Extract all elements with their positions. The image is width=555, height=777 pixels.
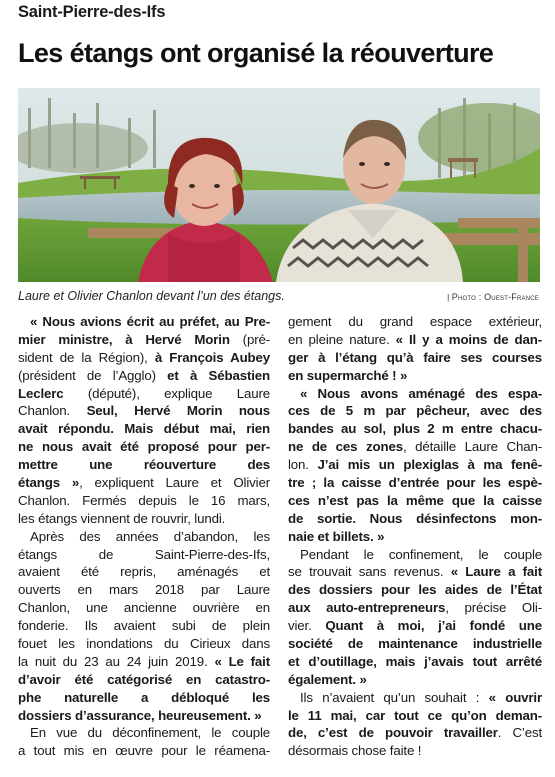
text-run: , expliquent Laure et Olivier	[79, 475, 270, 491]
text-line	[18, 349, 270, 367]
article-column-right	[288, 313, 542, 760]
text-line: et d’outillage, mais j’avais tout arrêté	[288, 653, 542, 669]
text-run: Seul, Hervé Morin nous	[86, 403, 270, 419]
text-run: et à Sébastien	[167, 367, 270, 383]
text-line	[18, 653, 270, 671]
text-line	[288, 438, 542, 456]
text-run: (député), explique Laure	[63, 385, 270, 401]
text-run: mier ministre, à Hervé Morin	[18, 331, 230, 347]
text-run: (président de l’Agglo)	[18, 367, 168, 383]
text-line: ces n’est pas la même que la caisse	[288, 492, 542, 508]
text-run: « Le fait	[214, 653, 270, 669]
text-run: , précise Oli-	[445, 600, 542, 616]
photo-caption: Laure et Olivier Chanlon devant l’un des étangs.	[18, 289, 285, 303]
text-run: vier.	[288, 618, 326, 634]
text-run: ne de ces zones	[288, 439, 403, 455]
article-column-left	[18, 313, 270, 760]
text-line: Chanlon, une ancienne ouvrière en	[18, 600, 270, 616]
text-line: fouet les inondations du Cirieux dans	[18, 636, 270, 652]
text-line	[18, 367, 270, 385]
text-line: étangs de Saint-Pierre-des-Ifs,	[18, 546, 270, 562]
text-line: phe naturelle a débloqué les	[18, 689, 270, 705]
text-run: lon.	[288, 457, 318, 473]
text-line	[288, 456, 542, 474]
text-line: gement du grand espace extérieur,	[288, 314, 542, 329]
text-line	[288, 617, 542, 635]
text-line: d’avoir été catégorisé en catastro-	[18, 671, 270, 687]
text-line: ouverts en mars 2018 par Laure	[18, 582, 270, 598]
text-line: ger à l’étang qu’à faire ses courses	[288, 349, 542, 365]
text-line: naie et billets. »	[288, 528, 385, 544]
text-line	[288, 599, 542, 617]
text-line: également. »	[288, 671, 367, 687]
text-line: ces de 5 m par pêcheur, avec des	[288, 403, 542, 419]
text-line: société de maintenance industrielle	[288, 636, 542, 652]
photo-credit: | Photo : Ouest-France	[447, 292, 539, 302]
text-line: En vue du déconfinement, le couple	[30, 725, 270, 741]
text-line: avait répondu. Mais début mai, rien	[18, 421, 270, 437]
text-run: Chanlon.	[18, 403, 87, 419]
text-line	[18, 402, 270, 420]
text-line	[288, 724, 542, 742]
text-line	[18, 331, 270, 349]
text-line	[18, 385, 270, 403]
text-run: la nuit du 23 au 24 juin 2019.	[18, 653, 215, 669]
text-line	[288, 563, 542, 581]
text-run: étangs »	[18, 475, 80, 491]
text-line: le 11 mai, car tout ce qu’on deman-	[288, 707, 542, 723]
text-line	[288, 331, 542, 349]
text-run: Leclerc	[18, 385, 64, 401]
article-headline: Les étangs ont organisé la réouverture	[18, 38, 494, 68]
text-line: fonderie. Ils avaient subi de plein	[18, 618, 270, 634]
text-line: de sortie. Nous désinfectons mon-	[288, 510, 542, 526]
text-line: Après des années d’abandon, les	[30, 528, 270, 544]
text-run: à François Aubey	[154, 349, 270, 365]
text-line: les étangs viennent de rouvrir, lundi.	[18, 510, 226, 526]
text-line: « Nous avions écrit au préfet, au Pre-	[30, 314, 270, 329]
text-run: J’ai mis un plexiglas à ma fenê-	[317, 457, 542, 473]
article-photo	[18, 88, 540, 282]
article-kicker: Saint-Pierre-des-Ifs	[18, 3, 166, 21]
text-line: Pendant le confinement, le couple	[300, 546, 542, 562]
text-line: ne nous avait été proposé pour per-	[18, 439, 270, 455]
text-line: « Nous avons aménagé des espa-	[300, 385, 542, 401]
text-run: en pleine nature.	[288, 331, 396, 347]
text-line	[18, 474, 270, 492]
text-line	[288, 689, 542, 707]
text-line: bandes au sol, plus 2 m entre chacu-	[288, 421, 542, 437]
text-run: « ouvrir	[488, 689, 542, 705]
text-run: , détaille Laure Chan-	[402, 439, 542, 455]
text-line: a tout mis en œuvre pour le réamena-	[18, 743, 270, 759]
text-run: (pré-	[229, 331, 270, 347]
text-line: mettre une réouverture des	[18, 457, 270, 473]
text-line: des dossiers pour les aides de l’État	[288, 582, 542, 598]
text-run: . C’est	[497, 725, 542, 741]
text-run: Ils n’avaient qu’un souhait :	[300, 689, 489, 705]
text-run: « Il y a moins de dan-	[395, 331, 542, 347]
text-line: dossiers d’assurance, heureusement. »	[18, 707, 262, 723]
text-line: désormais chose faite !	[288, 743, 422, 759]
text-line: avaient été repris, aménagés et	[18, 564, 270, 580]
text-run: sident de la Région),	[18, 349, 155, 365]
text-run: se trouvait sans revenus.	[288, 564, 451, 580]
text-line: Chanlon. Fermés depuis le 16 mars,	[18, 492, 270, 508]
text-run: « Laure a fait	[450, 564, 542, 580]
text-run: aux auto-entrepreneurs	[288, 600, 446, 616]
text-line: en supermarché ! »	[288, 367, 408, 383]
text-line: tre ; la caisse d’entrée pour les espè-	[288, 475, 542, 491]
text-run: Quant à moi, j’ai fondé une	[325, 618, 542, 634]
text-run: de, c’est de pouvoir travailler	[288, 725, 498, 741]
